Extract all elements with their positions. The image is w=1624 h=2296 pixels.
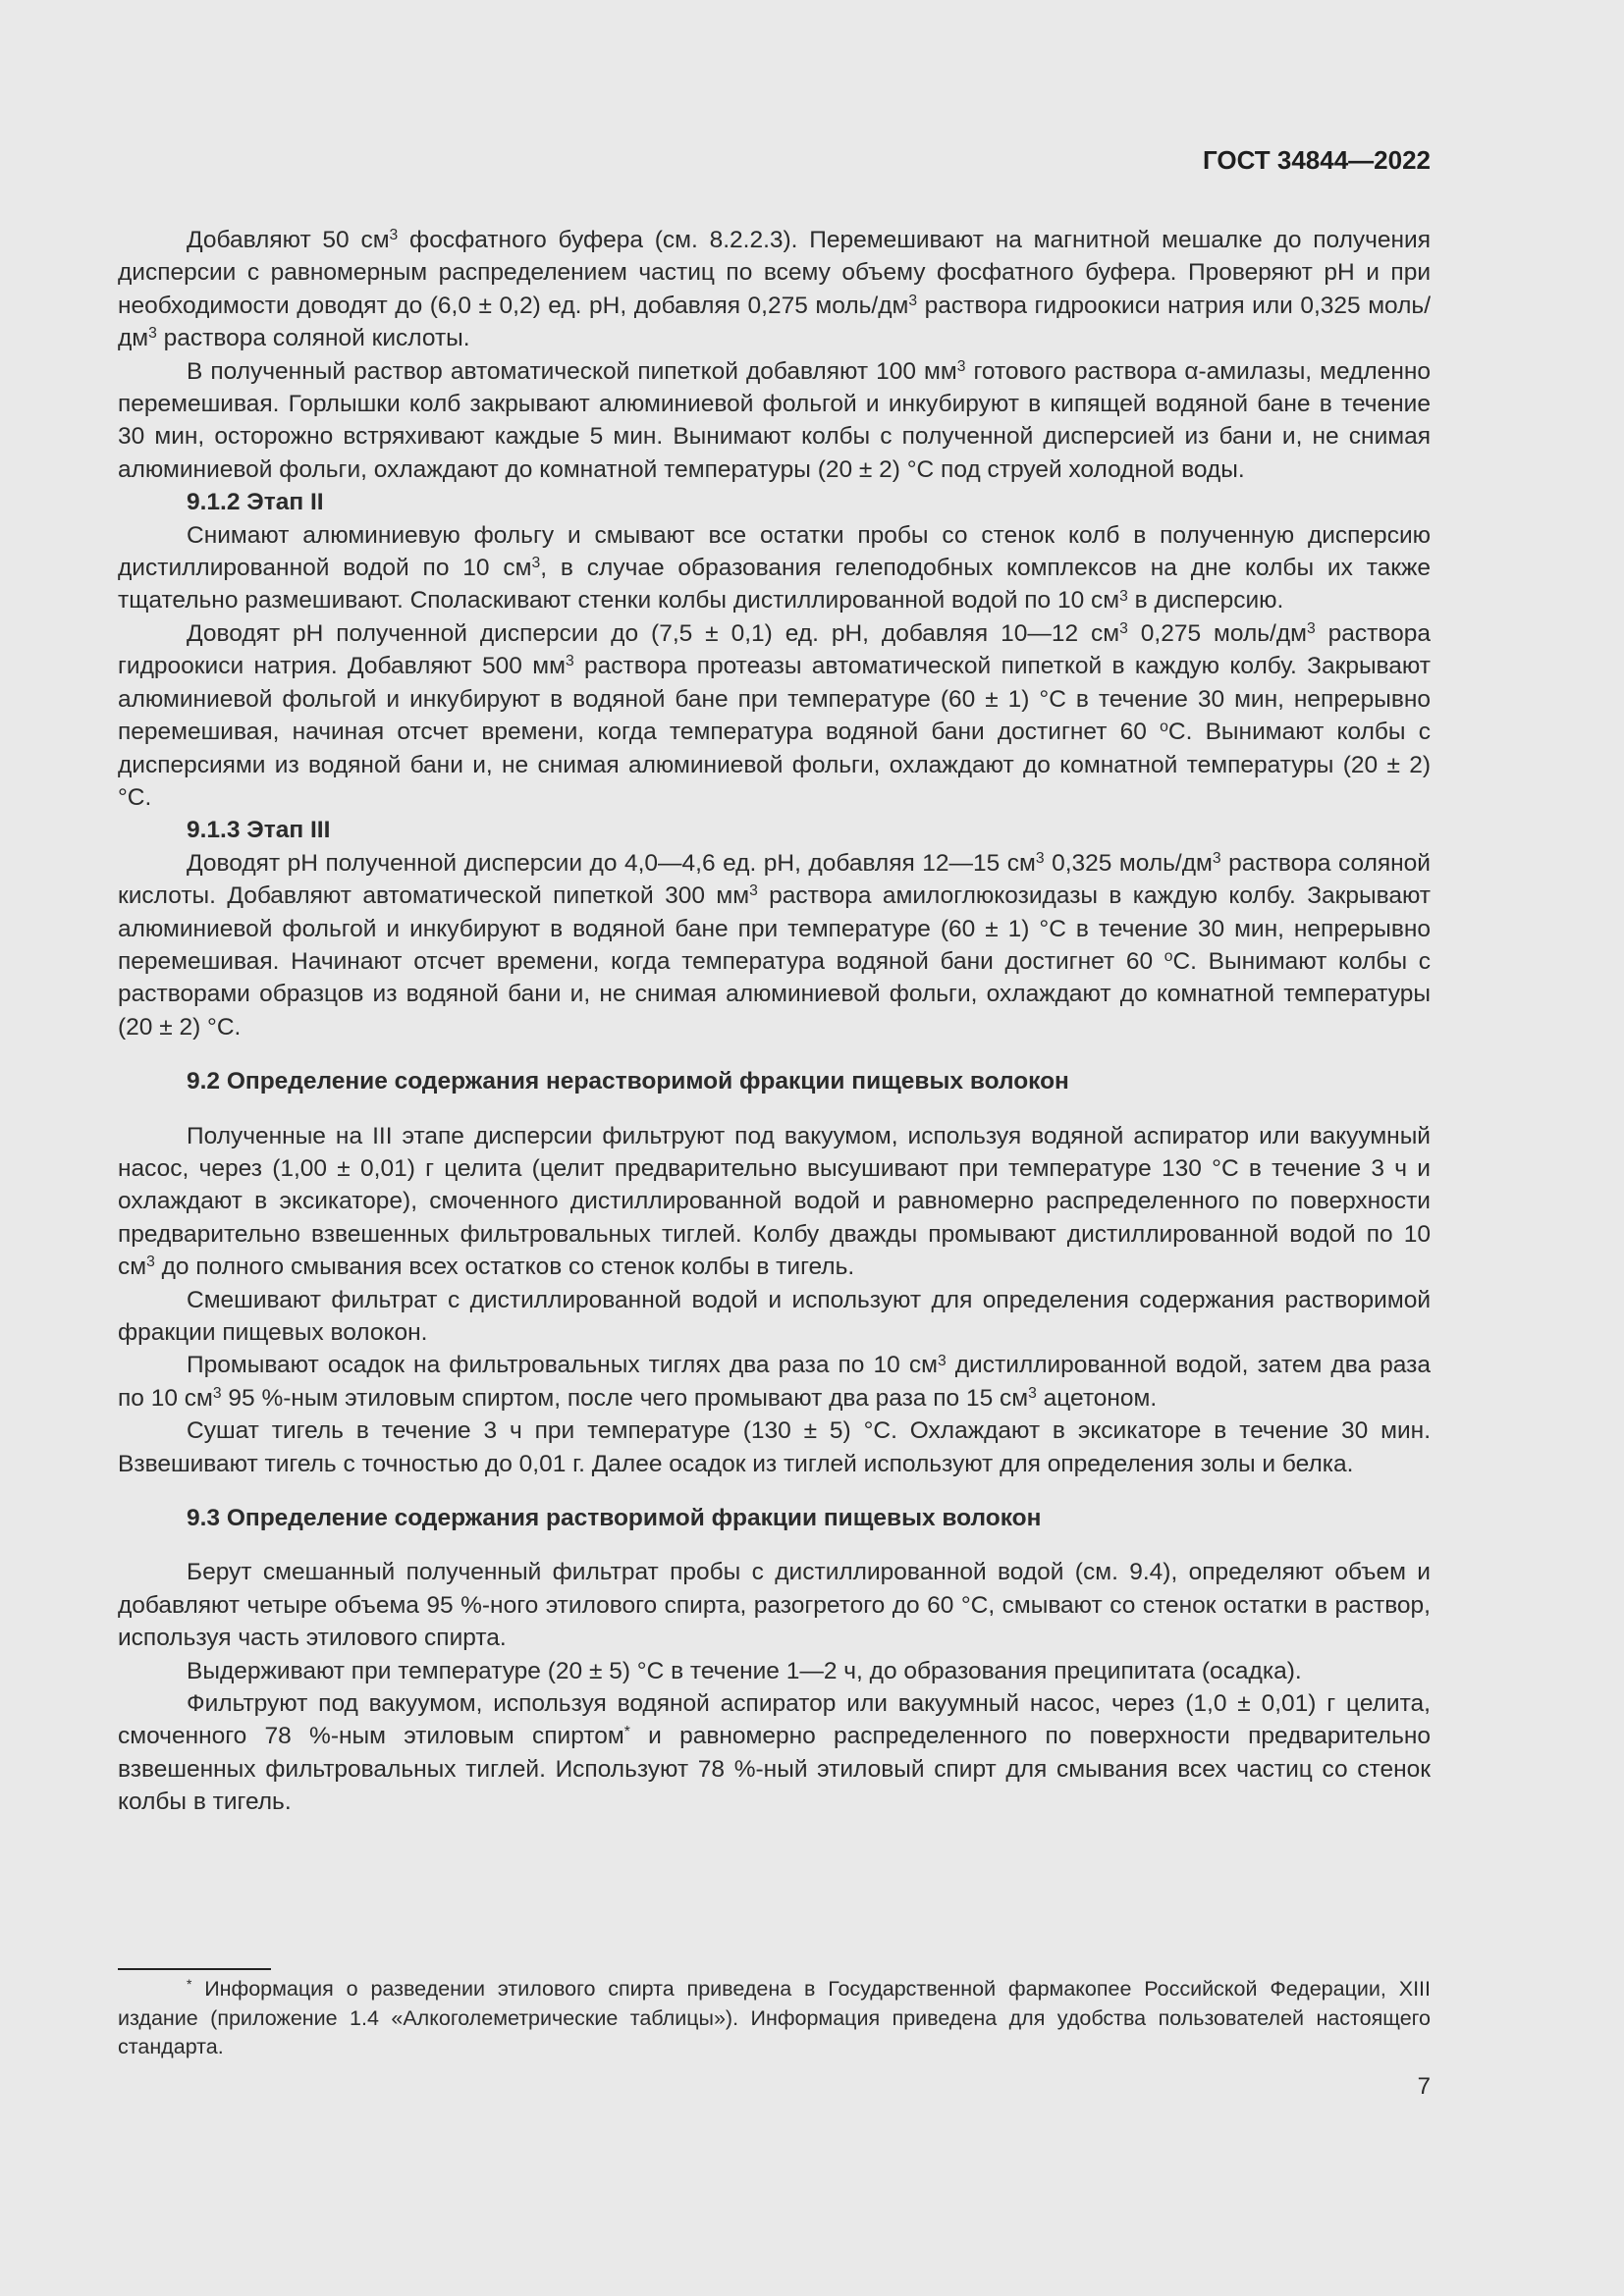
footnote-divider	[118, 1968, 271, 1970]
paragraph: Смешивают фильтрат с дистиллированной водой и используют для определения содержания растворимой фракции пищевых волокон.	[118, 1286, 1431, 1346]
paragraph: Берут смешанный полученный фильтрат пробы с дистиллированной водой (см. 9.4), определяют объем и добавляют четыре объема 95 %-ного этилового спирта, разогретого до 60 °C, смывают со стенок остатки в раствор, используя часть этилового спирта.	[118, 1559, 1431, 1652]
section-heading: 9.2 Определение содержания нерастворимой фракции пищевых волокон	[187, 1068, 1069, 1095]
footnote-text: Информация о разведении этилового спирта приведена в Государственной фармакопее Российской Федерации, XIII издание (приложение 1.4 «Алкоголеметрические таблицы»). Информация приведена для удобства пользователей настоящего стандарта.	[118, 1977, 1431, 2058]
footnote-mark: *	[187, 1977, 192, 1993]
paragraph: Снимают алюминиевую фольгу и смывают все остатки пробы со стенок колб в полученную дисперсию дистиллированной водой по 10 $см^3$, в случае образования гелеподобных комплексов на дне колбы их также тщательно размешивают. Споласкивают стенки колбы дистиллированной водой по 10 $см^3$ в дисперсию.	[118, 521, 1432, 614]
paragraph: Доводят pH полученной дисперсии до (7,5 ± 0,1) ед. pH, добавляя 10—12 $см^3$ 0,275 моль/$дм^3$ раствора гидроокиси натрия. Добавляют 500 $мм^3$ раствора протеазы автоматической пипеткой в каждую колбу. Закрывают алюминиевой фольгой и инкубируют в водяной бане при температуре (60 ± 1) °C в течение 30 мин, непрерывно перемешивая, начиная отсчет времени, когда температура водяной бани достигнет 60 $^о$C. Вынимают колбы с дисперсиями из водяной бани и, не снимая алюминиевой фольги, охлаждают до комнатной температуры (20 ± 2) °C.	[118, 619, 1431, 811]
paragraph: Доводят pH полученной дисперсии до 4,0—4,6 ед. pH, добавляя 12—15 $см^3$ 0,325 моль/$дм^3$ раствора соляной кислоты. Добавляют автоматической пипеткой 300 $мм^3$ раствора амилоглюкозидазы в каждую колбу. Закрывают алюминиевой фольгой и инкубируют в водяной бане при температуре (60 ± 1) °C в течение 30 мин, непрерывно перемешивая. Начинают отсчет времени, когда температура водяной бани достигнет 60 $^о$C. Вынимают колбы с растворами образцов из водяной бани и, не снимая алюминиевой фольги, охлаждают до комнатной температуры (20 ± 2) °C.	[118, 849, 1432, 1041]
paragraph: Промывают осадок на фильтровальных тиглях два раза по 10 $см^3$ дистиллированной водой, затем два раза по 10 $см^3$ 95 %-ным этиловым спиртом, после чего промывают два раза по 15 $см^3$ ацетоном.	[118, 1352, 1431, 1412]
body-text	[118, 224, 1431, 1819]
section-heading: 9.3 Определение содержания растворимой фракции пищевых волокон	[187, 1505, 1042, 1532]
page-number: 7	[1417, 2073, 1431, 2100]
paragraph: Сушат тигель в течение 3 ч при температуре (130 ± 5) °C. Охлаждают в эксикаторе в течение 30 мин. Взвешивают тигель с точностью до 0,01 г. Далее осадок из тиглей используют для определения золы и белка.	[118, 1417, 1431, 1477]
paragraph: Выдерживают при температуре (20 ± 5) °C в течение 1—2 ч, до образования преципитата (осадка).	[187, 1657, 1302, 1684]
paragraph: Полученные на III этапе дисперсии фильтруют под вакуумом, используя водяной аспиратор или вакуумный насос, через (1,00 ± 0,01) г целита (целит предварительно высушивают при температуре 130 °C в течение 3 ч и охлаждают в эксикаторе), смоченного дистиллированной водой и равномерно распределенного по поверхности предварительно взвешенных фильтровальных тиглей. Колбу дважды промывают дистиллированной водой по 10 $см^3$ до полного смывания всех остатков со стенок колбы в тигель.	[118, 1122, 1431, 1281]
paragraph: Добавляют 50 $см^3$ фосфатного буфера (см. 8.2.2.3). Перемешивают на магнитной мешалке до получения дисперсии с равномерным распределением частиц по всему объему фосфатного буфера. Проверяют pH и при необходимости доводят до (6,0 ± 0,2) ед. pH, добавляя 0,275 моль/$дм^3$ раствора гидроокиси натрия или 0,325 моль/$дм^3$ раствора соляной кислоты.	[118, 227, 1432, 352]
subsection-heading: 9.1.2 Этап II	[187, 489, 324, 516]
subsection-heading: 9.1.3 Этап III	[187, 817, 331, 844]
footnote	[118, 1975, 1431, 2062]
paragraph: Фильтруют под вакуумом, используя водяной аспиратор или вакуумный насос, через (1,0 ± 0,01) г целита, смоченного 78 %-ным этиловым спиртом* и равномерно распределенного по поверхности предварительно взвешенных фильтровальных тиглей. Используют 78 %-ный этиловый спирт для смывания всех частиц со стенок колбы в тигель.	[118, 1690, 1431, 1816]
standard-header: ГОСТ 34844—2022	[1203, 145, 1431, 175]
paragraph: В полученный раствор автоматической пипеткой добавляют 100 $мм^3$ готового раствора α-амилазы, медленно перемешивая. Горлышки колб закрывают алюминиевой фольгой и инкубируют в кипящей водяной бане в течение 30 мин, осторожно встряхивают каждые 5 мин. Вынимают колбы с полученной дисперсией из бани и, не снимая алюминиевой фольги, охлаждают до комнатной температуры (20 ± 2) °C под струей холодной воды.	[118, 357, 1431, 483]
